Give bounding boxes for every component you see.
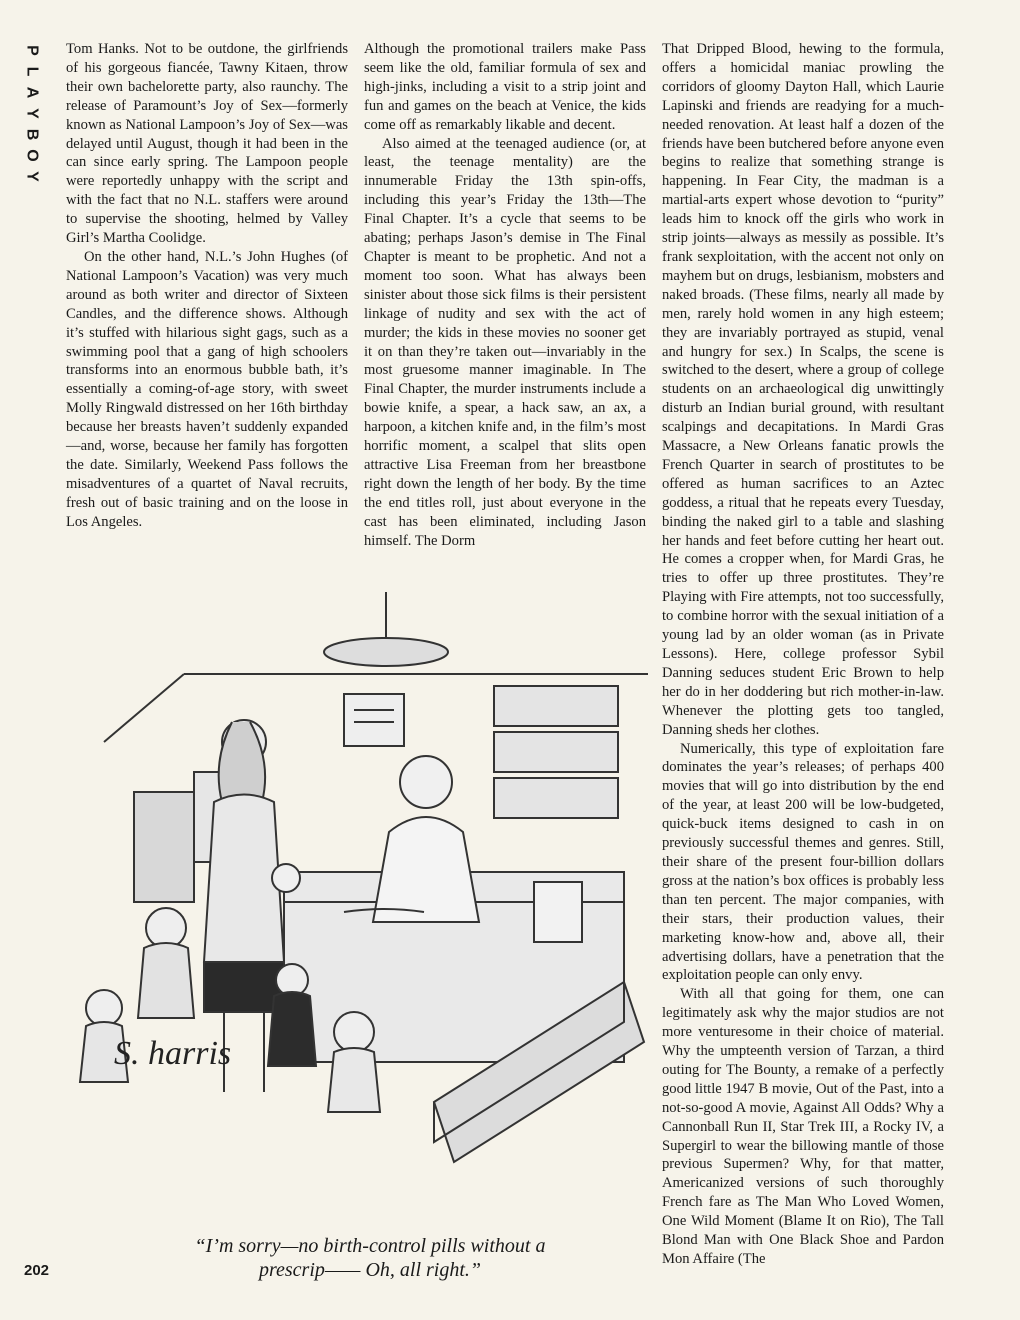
paragraph: Also aimed at the teenaged audience (or, at least, the teenage mentality) are the innumerable Friday the 13th spin-offs, including this year’s Friday the 13th—The Final Chapter. It’s a cycle that seems to be abating; perhaps Jason’s demise in The Final Chapter is meant to be prophetic. And not a moment too soon. What has always been sinister about those sick films is their persistent linkage of nudity and sex with the act of murder; the kids in these movies no sooner get it on than they’re taken out—invariably in the most gruesome manner imaginable. In The Final Chapter, the murder instruments include a bowie knife, a spear, a hack saw, an ax, a harpoon, a kitchen knife and, in the film’s most horrific moment, a scalpel that slits open attractive Lisa Freeman from her breastbone right down the length of her body. By the time the end titles roll, just about everyone in the cast has been eliminated, including Jason himself. The Dorm: [364, 135, 646, 549]
cartoon-caption: [150, 1234, 590, 1282]
section-label-letter: Y: [23, 171, 41, 182]
paragraph: With all that going for them, one can legitimately ask why the major studios are not more venturesome in their choice of material. Why the umpteenth version of Tarzan, a third outing for The Bounty, a remake of a perfectly good little 1947 B movie, Out of the Past, into a not-so-good A movie, Against All Odds? Why a Cannonball Run II, Star Trek III, a Rocky IV, a Supergirl to wear the billowing mantle of those previous Supermen? Why, for that matter, Americanized versions of such thoroughly French fare as The Man Who Loved Women, One Wild Moment (Blame It on Rio), The Tall Blond Man with One Black Shoe and Pardon Mon Affaire (The: [662, 986, 944, 1267]
section-label-letter: L: [23, 66, 41, 77]
paragraph: On the other hand, N.L.’s John Hughes (of National Lampoon’s Vacation) was very much around as both writer and director of Sixteen Candles, and the difference shows. Although it’s stuffed with hilarious sight gags, such as a swimming pool that a gang of high schoolers transforms into an enormous bubble bath, it’s essentially a coming-of-age story, with sweet Molly Ringwald distressed on her 16th birthday because her breasts haven’t suddenly expanded—and, worse, because her family has forgotten the date. Similarly, Weekend Pass follows the misadventures of a quartet of Naval recruits, fresh out of basic training and on the loose in Los Angeles.: [66, 248, 348, 530]
section-label: [20, 40, 44, 180]
paragraph: Tom Hanks. Not to be outdone, the girlfriends of his gorgeous fiancée, Tawny Kitaen, throw their own bachelorette party, also raunchy. The release of Paramount’s Joy of Sex—formerly known as National Lampoon’s Joy of Sex—was delayed until August, though it had been in the can since early spring. The Lampoon people were reportedly unhappy with the script and with the fact that no N.L. staffers were around to supervise the shooting, helmed by Valley Girl’s Martha Coolidge.: [66, 41, 348, 247]
section-label-letter: B: [23, 128, 41, 141]
paragraph: That Dripped Blood, hewing to the formula, offers a homicidal maniac prowling the corridors of gloomy Dayton Hall, which Laurie Lapinski and friends are readying for a much-needed renovation. At least half a dozen of the friends have been butchered before anyone even begins to realize that something strange is happening. In Fear City, the madman is a martial-arts expert whose devotion to “purity” leads him to knock off the girls who work in strip joints—always as messily as possible. It’s frank sexploitation, with the accent not only on mayhem but on drugs, lesbianism, mobsters and naked broads. (These films, nearly all made by men, rarely hold women in any high esteem; they are invariably portrayed as stupid, venal and hungry for sex.) In Scalps, the scene is switched to the desert, where a group of college students on an archaeological dig unwittingly disturb an Indian burial ground, with resultant scalpings and decapitations. In Mardi Gras Massacre, a New Orleans fanatic prowls the French Quarter in search of prostitutes to be offered as human sacrifices to an Aztec goddess, a ritual that he repeats every Tuesday, binding the naked girl to a table and slashing her hands and feet before cutting her heart out. He comes a cropper when, for Mardi Gras, he tries to offer up three prostitutes. They’re Playing with Fire attempts, not too successfully, to combine horror with the sexual initiation of a young lad by an older woman (as in Private Lessons). Here, college professor Sybil Danning seduces student Eric Brown to help her do in her doddering but rich mother-in-law. Whenever the plotting gets too tangled, Danning sheds her clothes.: [662, 41, 945, 738]
text-column-3: [662, 40, 944, 1269]
text-column-1: [66, 40, 348, 532]
page-number: 202: [24, 1262, 50, 1279]
caption-line: prescrip—— Oh, all right.”: [258, 1259, 482, 1281]
cartoon-signature: S. harris: [114, 1035, 232, 1072]
paragraph: Although the promotional trailers make Pass seem like the old, familiar formula of sex and high-jinks, including a visit to a strip joint and fun and games on the beach at Venice, the kids come off as remarkably likable and decent.: [364, 41, 646, 133]
section-label-letter: O: [23, 149, 41, 162]
section-label-letter: A: [23, 86, 41, 99]
paragraph: Numerically, this type of exploitation fare dominates the year’s releases; of perhaps 400 movies that will go into distribution by the end of the year, at least 200 will be low-budgeted, quick-buck items designed to cash in on previously successful themes and genres. Still, their share of the present four-billion dollars gross at the nation’s box offices is probably less than ten percent. The major companies, with their stars, their production values, their marketing know-how and, above all, their advertising dollars, have a penetration that the exploitation people can only envy.: [662, 740, 944, 984]
section-label-letter: P: [23, 45, 41, 56]
cartoon-illustration: [64, 582, 648, 1222]
section-label-letter: Y: [23, 108, 41, 119]
text-column-2: [364, 40, 646, 550]
caption-line: “I’m sorry—no birth-control pills without a: [194, 1235, 546, 1257]
